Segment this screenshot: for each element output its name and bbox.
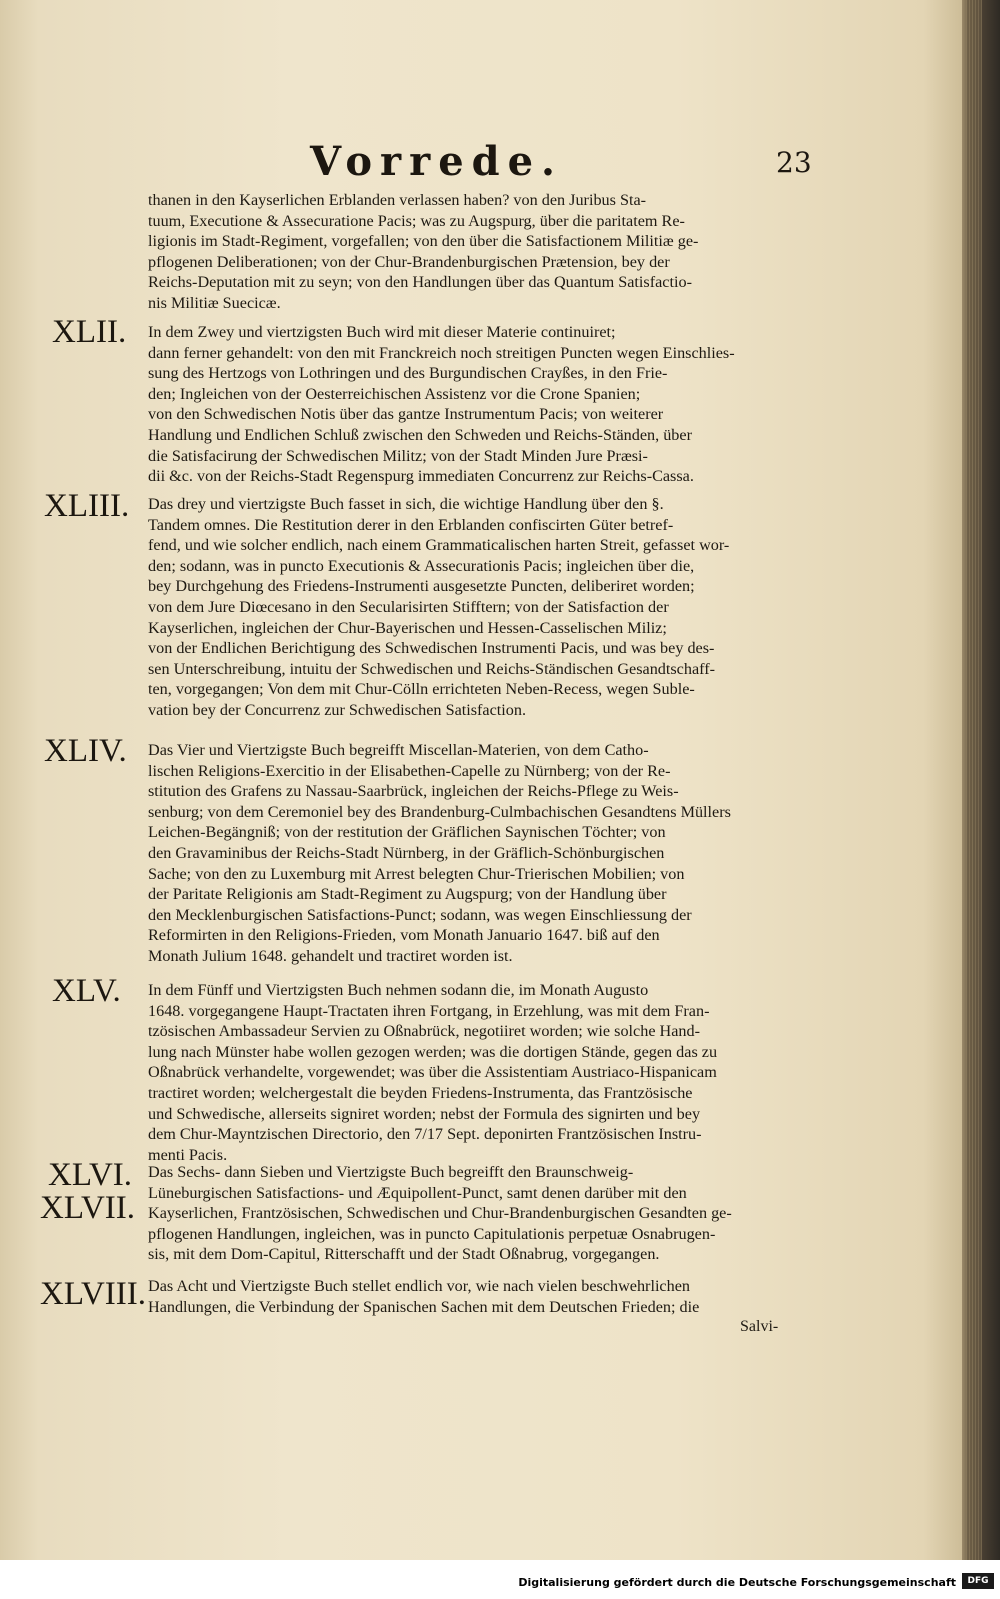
text-line: Leichen-Begängniß; von der restitution der Gräflichen Saynischen Töchter; von xyxy=(148,823,666,842)
text-line: stitution des Grafens zu Nassau-Saarbrück, ingleichen der Reichs-Pflege zu Weis- xyxy=(148,782,679,801)
section-numeral: XLIV. xyxy=(44,733,127,769)
text-line: In dem Fünff und Viertzigsten Buch nehmen sodann die, im Monath Augusto xyxy=(148,981,649,999)
text-line: lischen Religions-Exercitio in der Elisabethen-Capelle zu Nürnberg; von der Re- xyxy=(148,761,671,780)
text-line: Kayserlichen, Frantzösischen, Schwedischen und Chur-Brandenburgischen Gesandten ge- xyxy=(148,1204,732,1223)
text-line: und Schwedische, allerseits signiret worden; nebst der Formula des signirten und bey xyxy=(148,1104,701,1123)
text-line: thanen in den Kayserlichen Erblanden verlassen haben? von den Juribus Sta- xyxy=(148,191,647,209)
text-line: Tandem omnes. Die Restitution derer in den Erblanden confiscirten Güter betref- xyxy=(148,515,674,534)
text-line: Handlung und Endlichen Schluß zwischen den Schweden und Reichs-Ständen, über xyxy=(148,425,692,444)
text-line: ten, vorgegangen; Von dem mit Chur-Cölln errichteten Neben-Recess, wegen Suble- xyxy=(148,680,695,699)
text-line: Kayserlichen, ingleichen der Chur-Bayerischen und Hessen-Casselischen Miliz; xyxy=(148,618,667,637)
text-line: tzösischen Ambassadeur Servien zu Oßnabrück, negotiiret worden; wie solche Hand- xyxy=(148,1022,701,1041)
intro-paragraph xyxy=(148,190,788,314)
text-line: die Satisfacirung der Schwedischen Militz; von der Stadt Minden Jure Præsi- xyxy=(148,446,648,465)
text-line: den; sodann, was in puncto Executionis & Assecurationis Pacis; ingleichen über die, xyxy=(148,556,695,575)
section-numeral: XLIII. xyxy=(44,488,130,524)
text-line: tuum, Executione & Assecuratione Pacis; was zu Augspurg, über die paritatem Re- xyxy=(148,211,685,230)
text-line: 1648. vorgegangene Haupt-Tractaten ihren Fortgang, in Erzehlung, was mit dem Fran- xyxy=(148,1001,710,1020)
text-line: Oßnabrück verhandelte, vorgewendet; was über die Assistentiam Austriaco-Hispanicam xyxy=(148,1063,717,1082)
section-numeral: XLVIII. xyxy=(40,1276,147,1312)
text-line: pflogenen Handlungen, ingleichen, was in puncto Capitulationis perpetuæ Osnabrugen- xyxy=(148,1224,716,1243)
text-line: von dem Jure Diœcesano in den Secularisirten Stifftern; von der Satisfaction der xyxy=(148,597,669,616)
text-line: fend, und wie solcher endlich, nach einem Grammaticalischen harten Streit, gefasset wor- xyxy=(148,536,730,555)
text-line: ligionis im Stadt-Regiment, vorgefallen; von den über die Satisfactionem Militiæ ge- xyxy=(148,232,699,251)
section-numeral: XLVII. xyxy=(40,1190,136,1226)
text-line: Das drey und viertzigste Buch fasset in sich, die wichtige Handlung über den §. xyxy=(148,495,664,513)
section-paragraph xyxy=(148,740,788,967)
text-line: nis Militiæ Suecicæ. xyxy=(148,293,281,312)
footer-credit: Digitalisierung gefördert durch die Deutsche Forschungsgemeinschaft xyxy=(518,1576,956,1589)
text-line: sung des Hertzogs von Lothringen und des Burgundischen Crayßes, in den Frie- xyxy=(148,364,668,383)
text-line: Monath Julium 1648. gehandelt und tractiret worden ist. xyxy=(148,946,513,965)
section-numeral: XLV. xyxy=(52,973,121,1009)
text-line: Reformirten in den Religions-Frieden, vom Monath Januario 1647. biß auf den xyxy=(148,926,660,945)
text-line: dem Chur-Mayntzischen Directorio, den 7/17 Sept. deponirten Frantzösischen Instru- xyxy=(148,1125,702,1144)
section-numeral: XLII. xyxy=(52,314,127,350)
text-line: den; Ingleichen von der Oesterreichischen Assistenz vor die Crone Spanien; xyxy=(148,384,641,403)
section-numeral: XLVI. xyxy=(48,1157,133,1193)
text-line: senburg; von dem Ceremoniel bey des Brandenburg-Culmbachischen Gesandtens Müllers xyxy=(148,802,731,821)
text-line: Handlungen, die Verbindung der Spanischen Sachen mit dem Deutschen Frieden; die xyxy=(148,1297,700,1316)
text-line: lung nach Münster habe wollen gezogen werden; was die dortigen Stände, gegen das zu xyxy=(148,1042,718,1061)
section-paragraph xyxy=(148,980,788,1165)
text-line: von den Schwedischen Notis über das gantze Instrumentum Pacis; von weiterer xyxy=(148,405,664,424)
text-line: sen Unterschreibung, intuitu der Schwedischen und Reichs-Ständischen Gesandtschaff- xyxy=(148,659,716,678)
text-line: Das Acht und Viertzigste Buch stellet endlich vor, wie nach vielen beschwehrlichen xyxy=(148,1277,690,1295)
section-paragraph xyxy=(148,1276,788,1317)
section-paragraph xyxy=(148,494,788,721)
section-paragraph xyxy=(148,322,788,487)
page-heading: Vorrede. xyxy=(310,138,563,185)
text-line: tractiret worden; welchergestalt die beyden Friedens-Instrumenta, das Frantzösische xyxy=(148,1083,693,1102)
text-line: In dem Zwey und viertzigsten Buch wird mit dieser Materie continuiret; xyxy=(148,323,616,341)
text-line: sis, mit dem Dom-Capitul, Ritterschafft und der Stadt Oßnabrug, vorgegangen. xyxy=(148,1245,660,1264)
text-line: den Mecklenburgischen Satisfactions-Punct; sodann, was wegen Einschliessung der xyxy=(148,905,692,924)
page-number: 23 xyxy=(776,146,812,179)
text-line: Sache; von den zu Luxemburg mit Arrest belegten Chur-Trierischen Mobilien; von xyxy=(148,864,685,883)
dfg-logo: DFG xyxy=(962,1573,994,1589)
section-paragraph xyxy=(148,1162,788,1265)
text-line: von der Endlichen Berichtigung des Schwedischen Instrumenti Pacis, und was bey des- xyxy=(148,639,715,658)
text-line: Das Vier und Viertzigste Buch begreifft Miscellan-Materien, von dem Catho- xyxy=(148,741,649,759)
catchword: Salvi- xyxy=(740,1318,779,1335)
text-line: vation bey der Concurrenz zur Schwedischen Satisfaction. xyxy=(148,700,527,719)
text-line: den Gravaminibus der Reichs-Stadt Nürnberg, in der Gräflich-Schönburgischen xyxy=(148,843,665,862)
text-line: dii &c. von der Reichs-Stadt Regenspurg immediaten Concurrenz zur Reichs-Cassa. xyxy=(148,467,694,486)
text-line: pflogenen Deliberationen; von der Chur-Brandenburgischen Prætension, bey der xyxy=(148,252,670,271)
page-stack-edge xyxy=(966,0,982,1560)
text-line: Das Sechs- dann Sieben und Viertzigste Buch begreifft den Braunschweig- xyxy=(148,1163,634,1181)
text-line: der Paritate Religionis am Stadt-Regiment zu Augspurg; von der Handlung über xyxy=(148,885,667,904)
text-line: bey Durchgehung des Friedens-Instrumenti ausgesetzte Puncten, deliberiret worden; xyxy=(148,577,695,596)
text-line: Lüneburgischen Satisfactions- und Æquipollent-Punct, samt denen darüber mit den xyxy=(148,1183,687,1202)
text-line: dann ferner gehandelt: von den mit Franckreich noch streitigen Puncten wegen Einschlies- xyxy=(148,343,735,362)
text-line: Reichs-Deputation mit zu seyn; von den Handlungen über das Quantum Satisfactio- xyxy=(148,273,692,292)
text-line: menti Pacis. xyxy=(148,1145,228,1164)
